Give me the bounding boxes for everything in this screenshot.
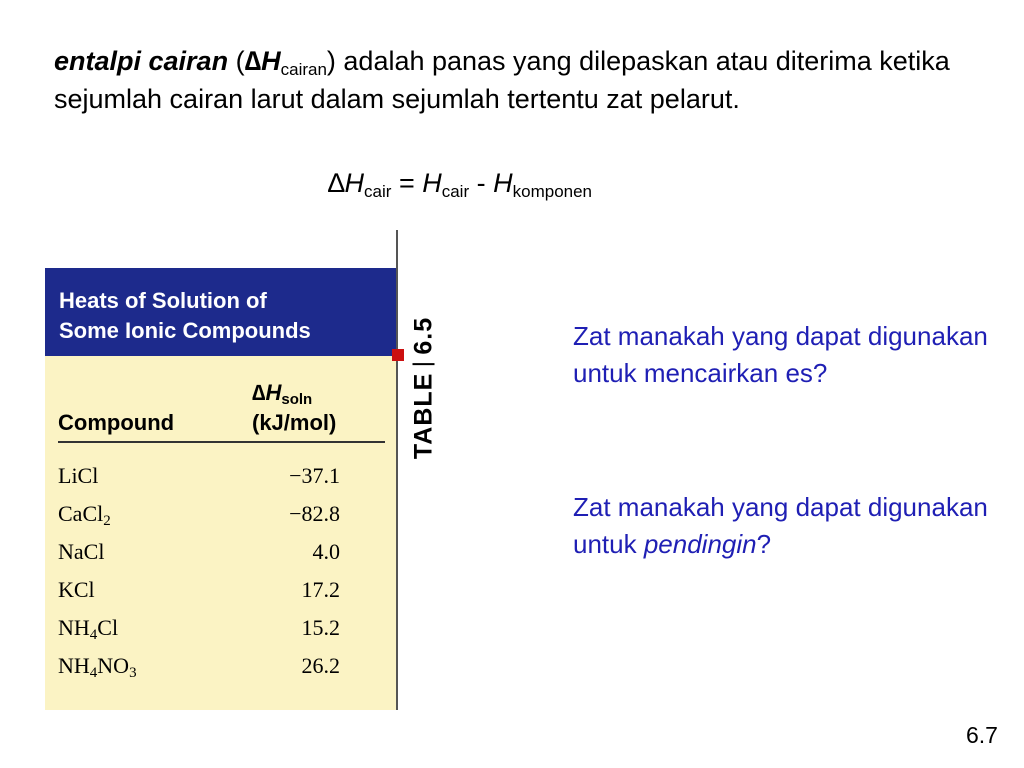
- compound-name: $NH_4Cl$: [58, 615, 119, 643]
- table-tag-number: 6.5: [409, 316, 438, 355]
- compound-value: −37.1: [289, 463, 340, 488]
- formula-sub3: komponen: [512, 182, 593, 201]
- col-unit: (kJ/mol): [252, 410, 337, 435]
- open-paren: (: [228, 46, 245, 76]
- formula-sub1: cair: [364, 182, 392, 201]
- col-delta: ∆: [252, 380, 266, 405]
- compound-value: 17.2: [301, 577, 340, 602]
- compound-name: CaCl$_2$: [58, 501, 111, 529]
- table-number-label: [410, 317, 439, 459]
- compound-value: 4.0: [312, 539, 340, 564]
- question-2: Zat manakah yang dapat digunakan untuk pendingin?: [573, 492, 988, 559]
- compound-value: −82.8: [289, 501, 340, 526]
- column-header-compound: Compound: [58, 410, 175, 435]
- enthalpy-formula: [328, 164, 592, 202]
- table-tag-separator: [413, 363, 435, 365]
- formula-h1: H: [344, 168, 365, 198]
- formula-h2: H: [422, 168, 442, 198]
- compound-name: KCl: [58, 577, 95, 602]
- col-sub: soln: [281, 391, 313, 408]
- table-title-line1: Heats of Solution of: [59, 288, 267, 313]
- formula-h3: H: [493, 168, 513, 198]
- table-title: [45, 268, 397, 356]
- header-rule: [58, 441, 385, 443]
- question-2-italic: pendingin: [643, 529, 757, 559]
- page-number: 6.7: [966, 722, 998, 748]
- h-symbol: H: [261, 46, 281, 76]
- defined-term: entalpi cairan: [54, 46, 229, 76]
- table-tag-word: TABLE: [409, 372, 438, 460]
- compound-value: 26.2: [301, 653, 340, 678]
- table-divider-line: [396, 230, 398, 710]
- h-subscript: cairan: [280, 60, 327, 79]
- col-h: H: [265, 380, 282, 405]
- table-row: [58, 537, 340, 567]
- compound-value: 15.2: [301, 615, 340, 640]
- compound-name: $NH_4NO_3$: [58, 653, 137, 681]
- table-row: [58, 651, 340, 681]
- question-1: Zat manakah yang dapat digunakan untuk mencairkan es?: [573, 321, 988, 388]
- definition-text: ) adalah panas yang dilepaskan atau diterima ketika sejumlah cairan larut dalam sejumlah tertentu zat pelarut.: [54, 46, 950, 114]
- formula-sub2: cair: [441, 182, 470, 201]
- table-row: [58, 613, 340, 643]
- column-header-delta-h: [252, 378, 336, 438]
- compound-name: LiCl: [58, 463, 99, 488]
- compound-name: NaCl: [58, 539, 105, 564]
- table-row: [58, 461, 340, 491]
- delta-symbol: ∆: [244, 46, 262, 76]
- formula-delta: ∆: [328, 168, 345, 198]
- formula-minus: -: [469, 168, 494, 198]
- table-row: [58, 499, 340, 529]
- table-row: [58, 575, 340, 605]
- red-marker-square: [392, 349, 404, 361]
- formula-equals: =: [391, 168, 423, 198]
- table-title-line2: Some Ionic Compounds: [59, 318, 311, 343]
- definition-paragraph: [54, 42, 984, 118]
